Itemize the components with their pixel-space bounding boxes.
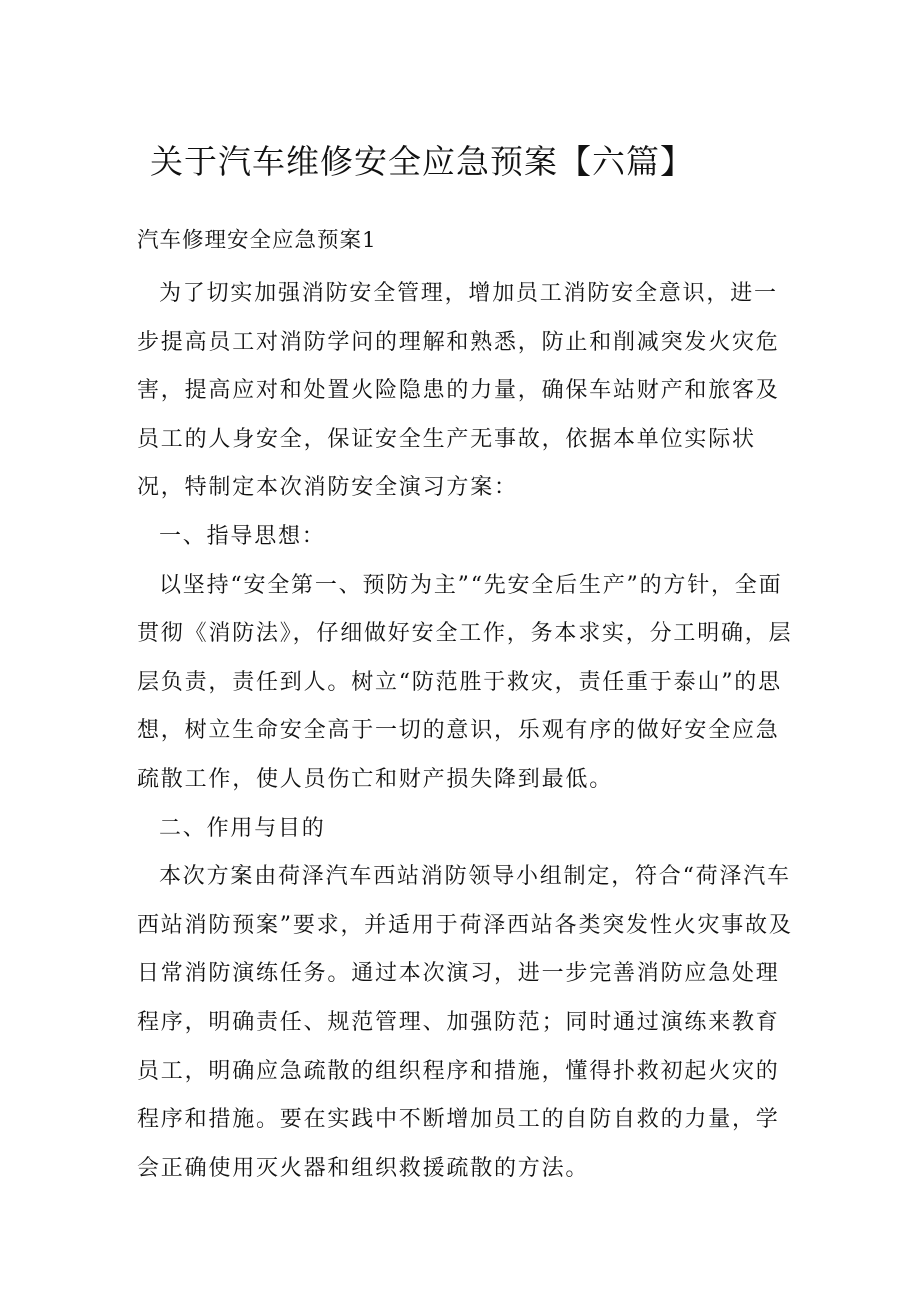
section-heading-guiding-principle: 一、指导思想： — [159, 523, 326, 549]
document-subtitle: 汽车修理安全应急预案1 — [137, 228, 377, 253]
paragraph-purpose: 本次方案由荷泽汽车西站消防领导小组制定，符合“荷泽汽车西站消防预案”要求，并适用于荷泽西站各类突发性火灾事故及日常消防演练任务。通过本次演习，进一步完善消防应急处理程序，明确责任、规范管理、加强防范；同时通过演练来教育员工，明确应急疏散的组织程序和措施，懂得扑救初起火灾的程序和措施。要在实践中不断增加员工的自防自救的力量，学会正确使用灭火器和组织救援疏散的方法。 — [137, 864, 793, 1181]
document-title: 关于汽车维修安全应急预案【六篇】 — [150, 142, 694, 181]
paragraph-guiding-principle: 以坚持“安全第一、预防为主”“先安全后生产”的方针，全面贯彻《消防法》，仔细做好安全工作，务本求实，分工明确，层层负责，责任到人。树立“防范胜于救灾，责任重于泰山”的思想，树立生命安全高于一切的意识，乐观有序的做好安全应急疏散工作，使人员伤亡和财产损失降到最低。 — [137, 572, 793, 792]
document-body — [137, 270, 799, 1193]
paragraph-intro: 为了切实加强消防安全管理，增加员工消防安全意识，进一步提高员工对消防学问的理解和熟悉，防止和削减突发火灾危害，提高应对和处置火险隐患的力量，确保车站财产和旅客及员工的人身安全，保证安全生产无事故，依据本单位实际状况，特制定本次消防安全演习方案： — [137, 281, 780, 501]
section-heading-purpose: 二、作用与目的 — [159, 815, 326, 841]
